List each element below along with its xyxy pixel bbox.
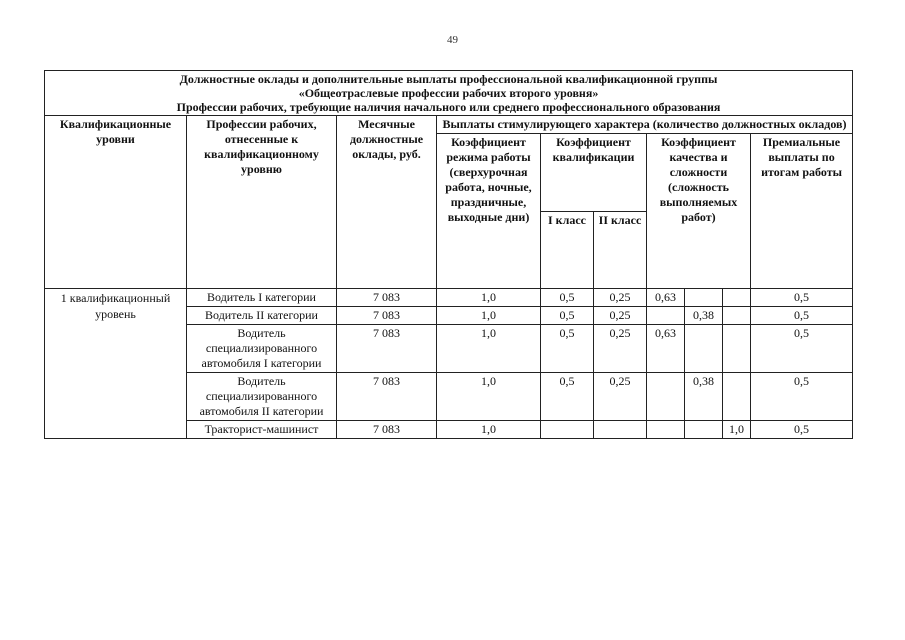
quality-3-cell: 1,0 bbox=[723, 421, 751, 439]
header-row-1 bbox=[45, 116, 853, 134]
profession-cell: Водитель I категории bbox=[187, 289, 337, 307]
mode-cell: 1,0 bbox=[437, 307, 541, 325]
class-1-cell bbox=[541, 421, 594, 439]
header-class-1: I класс bbox=[541, 212, 594, 289]
class-2-cell: 0,25 bbox=[594, 325, 647, 373]
title-row bbox=[45, 71, 853, 116]
header-professions: Профессии рабочих, отнесенные к квалификационному уровню bbox=[187, 116, 337, 289]
header-qualification: Коэффициент квалификации bbox=[541, 134, 647, 212]
class-1-cell: 0,5 bbox=[541, 325, 594, 373]
profession-cell: Водитель II категории bbox=[187, 307, 337, 325]
salary-cell: 7 083 bbox=[337, 421, 437, 439]
class-1-cell: 0,5 bbox=[541, 307, 594, 325]
profession-cell: Тракторист-машинист bbox=[187, 421, 337, 439]
title-line-2: «Общеотраслевые профессии рабочих второго уровня» bbox=[298, 86, 599, 100]
quality-2-cell: 0,38 bbox=[685, 307, 723, 325]
premium-cell: 0,5 bbox=[751, 373, 853, 421]
class-2-cell: 0,25 bbox=[594, 307, 647, 325]
class-1-cell: 0,5 bbox=[541, 289, 594, 307]
quality-3-cell bbox=[723, 373, 751, 421]
level-cell: 1 квалификационный уровень bbox=[45, 289, 187, 439]
quality-1-cell: 0,63 bbox=[647, 289, 685, 307]
quality-3-cell bbox=[723, 289, 751, 307]
quality-2-cell: 0,38 bbox=[685, 373, 723, 421]
quality-1-cell bbox=[647, 373, 685, 421]
premium-cell: 0,5 bbox=[751, 325, 853, 373]
mode-cell: 1,0 bbox=[437, 289, 541, 307]
salary-table bbox=[44, 70, 853, 439]
profession-cell: Водитель специализированного автомобиля I категории bbox=[187, 325, 337, 373]
quality-1-cell bbox=[647, 421, 685, 439]
premium-cell: 0,5 bbox=[751, 421, 853, 439]
salary-cell: 7 083 bbox=[337, 289, 437, 307]
class-1-cell: 0,5 bbox=[541, 373, 594, 421]
salary-cell: 7 083 bbox=[337, 373, 437, 421]
quality-1-cell: 0,63 bbox=[647, 325, 685, 373]
header-mode: Коэффициент режима работы (сверхурочная работа, ночные, праздничные, выходные дни) bbox=[437, 134, 541, 289]
mode-cell: 1,0 bbox=[437, 421, 541, 439]
table-title bbox=[45, 71, 853, 116]
mode-cell: 1,0 bbox=[437, 325, 541, 373]
page-number: 49 bbox=[447, 34, 458, 46]
quality-2-cell bbox=[685, 421, 723, 439]
quality-3-cell bbox=[723, 325, 751, 373]
header-quality: Коэффициент качества и сложности (сложность выполняемых работ) bbox=[647, 134, 751, 289]
header-premium: Премиальные выплаты по итогам работы bbox=[751, 134, 853, 289]
quality-2-cell bbox=[685, 289, 723, 307]
header-levels: Квалификационные уровни bbox=[45, 116, 187, 289]
header-incentive: Выплаты стимулирующего характера (количество должностных окладов) bbox=[437, 116, 853, 134]
quality-3-cell bbox=[723, 307, 751, 325]
header-class-2: II класс bbox=[594, 212, 647, 289]
quality-2-cell bbox=[685, 325, 723, 373]
table-row bbox=[45, 289, 853, 307]
premium-cell: 0,5 bbox=[751, 307, 853, 325]
header-salary: Месячные должностные оклады, руб. bbox=[337, 116, 437, 289]
quality-1-cell bbox=[647, 307, 685, 325]
salary-cell: 7 083 bbox=[337, 325, 437, 373]
title-line-3: Профессии рабочих, требующие наличия начального или среднего профессионального образования bbox=[176, 100, 721, 114]
class-2-cell bbox=[594, 421, 647, 439]
salary-cell: 7 083 bbox=[337, 307, 437, 325]
profession-cell: Водитель специализированного автомобиля II категории bbox=[187, 373, 337, 421]
class-2-cell: 0,25 bbox=[594, 289, 647, 307]
premium-cell: 0,5 bbox=[751, 289, 853, 307]
mode-cell: 1,0 bbox=[437, 373, 541, 421]
title-line-1: Должностные оклады и дополнительные выплаты профессиональной квалификационной группы bbox=[179, 72, 718, 86]
class-2-cell: 0,25 bbox=[594, 373, 647, 421]
